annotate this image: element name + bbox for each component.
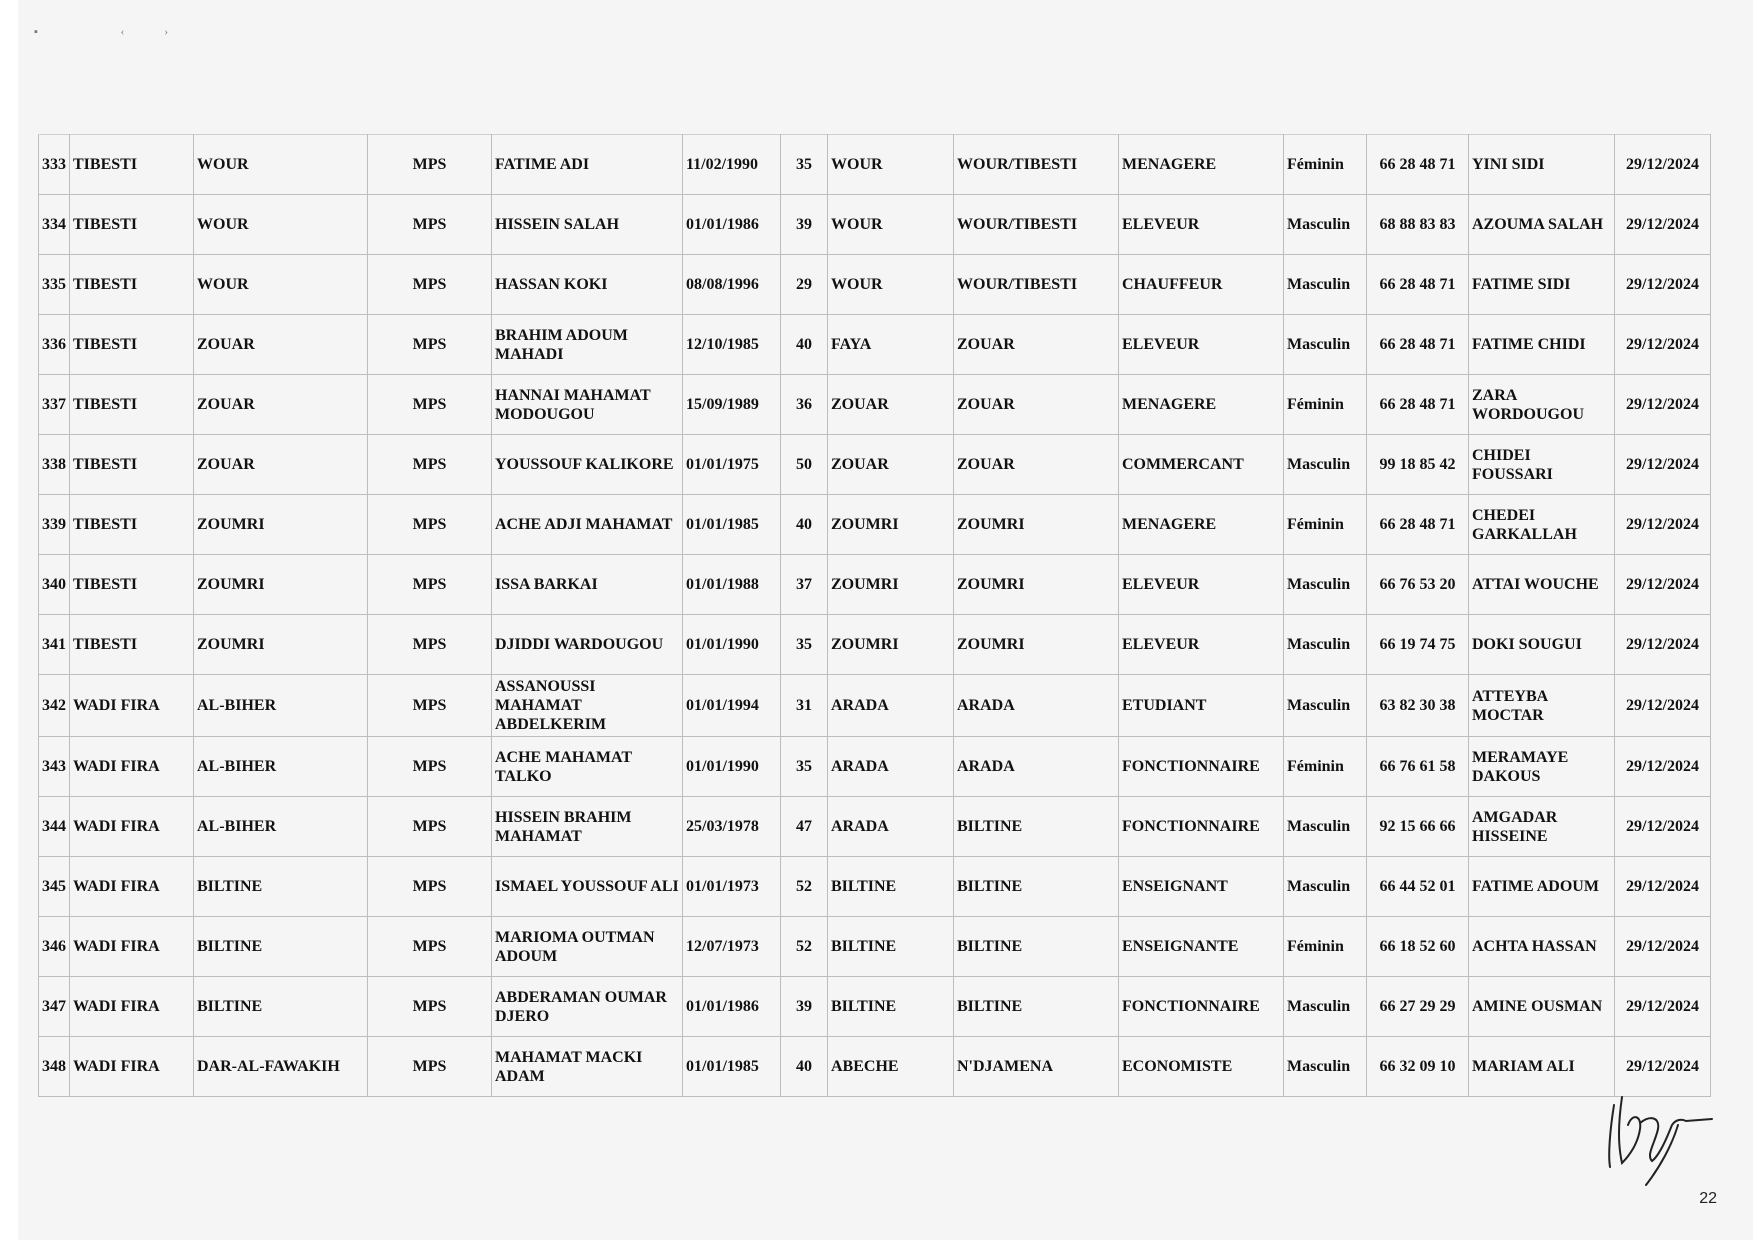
party-cell: MPS: [368, 615, 492, 675]
sex-cell: Féminin: [1284, 375, 1367, 435]
party-cell: MPS: [368, 917, 492, 977]
table-row: [39, 857, 1711, 917]
table-row: [39, 917, 1711, 977]
date-cell: 29/12/2024: [1615, 555, 1711, 615]
residence-cell: BILTINE: [954, 857, 1119, 917]
party-cell: MPS: [368, 315, 492, 375]
birth-date-cell: 01/01/1994: [683, 675, 781, 737]
department-cell: ZOUAR: [194, 375, 368, 435]
name-cell: ISMAEL YOUSSOUF ALI: [492, 857, 683, 917]
contact-cell: YINI SIDI: [1469, 135, 1615, 195]
birth-date-cell: 01/01/1985: [683, 1037, 781, 1097]
province-cell: WADI FIRA: [70, 737, 194, 797]
sex-cell: Féminin: [1284, 917, 1367, 977]
province-cell: TIBESTI: [70, 195, 194, 255]
party-cell: MPS: [368, 737, 492, 797]
department-cell: ZOUMRI: [194, 555, 368, 615]
name-cell: ABDERAMAN OUMAR DJERO: [492, 977, 683, 1037]
party-cell: MPS: [368, 1037, 492, 1097]
age-cell: 35: [781, 737, 828, 797]
birth-date-cell: 08/08/1996: [683, 255, 781, 315]
phone-cell: 68 88 83 83: [1367, 195, 1469, 255]
department-cell: AL-BIHER: [194, 737, 368, 797]
profession-cell: ELEVEUR: [1119, 195, 1284, 255]
phone-cell: 63 82 30 38: [1367, 675, 1469, 737]
member-registry-table: [38, 134, 1711, 1097]
scan-marks: ▪ ‹›: [34, 26, 208, 38]
contact-cell: ACHTA HASSAN: [1469, 917, 1615, 977]
department-cell: BILTINE: [194, 917, 368, 977]
birth-date-cell: 01/01/1990: [683, 737, 781, 797]
birth-date-cell: 01/01/1986: [683, 195, 781, 255]
residence-cell: N'DJAMENA: [954, 1037, 1119, 1097]
row-number: 346: [39, 917, 70, 977]
page-number: 22: [1699, 1190, 1717, 1207]
birth-date-cell: 12/07/1973: [683, 917, 781, 977]
birth-place-cell: ZOUAR: [828, 375, 954, 435]
sex-cell: Masculin: [1284, 195, 1367, 255]
province-cell: TIBESTI: [70, 615, 194, 675]
row-number: 340: [39, 555, 70, 615]
birth-place-cell: WOUR: [828, 135, 954, 195]
name-cell: HASSAN KOKI: [492, 255, 683, 315]
party-cell: MPS: [368, 255, 492, 315]
profession-cell: MENAGERE: [1119, 135, 1284, 195]
date-cell: 29/12/2024: [1615, 737, 1711, 797]
birth-date-cell: 25/03/1978: [683, 797, 781, 857]
contact-cell: MARIAM ALI: [1469, 1037, 1615, 1097]
name-cell: ASSANOUSSI MAHAMAT ABDELKERIM: [492, 675, 683, 737]
table-row: [39, 375, 1711, 435]
name-cell: HANNAI MAHAMAT MODOUGOU: [492, 375, 683, 435]
department-cell: AL-BIHER: [194, 675, 368, 737]
contact-cell: MERAMAYE DAKOUS: [1469, 737, 1615, 797]
date-cell: 29/12/2024: [1615, 435, 1711, 495]
phone-cell: 66 28 48 71: [1367, 315, 1469, 375]
date-cell: 29/12/2024: [1615, 615, 1711, 675]
profession-cell: MENAGERE: [1119, 495, 1284, 555]
residence-cell: WOUR/TIBESTI: [954, 255, 1119, 315]
date-cell: 29/12/2024: [1615, 977, 1711, 1037]
table-row: [39, 797, 1711, 857]
phone-cell: 66 19 74 75: [1367, 615, 1469, 675]
sex-cell: Masculin: [1284, 1037, 1367, 1097]
age-cell: 29: [781, 255, 828, 315]
sex-cell: Masculin: [1284, 857, 1367, 917]
date-cell: 29/12/2024: [1615, 255, 1711, 315]
party-cell: MPS: [368, 135, 492, 195]
row-number: 341: [39, 615, 70, 675]
row-number: 334: [39, 195, 70, 255]
phone-cell: 66 28 48 71: [1367, 375, 1469, 435]
age-cell: 39: [781, 195, 828, 255]
table-row: [39, 555, 1711, 615]
profession-cell: CHAUFFEUR: [1119, 255, 1284, 315]
phone-cell: 66 28 48 71: [1367, 135, 1469, 195]
name-cell: FATIME ADI: [492, 135, 683, 195]
province-cell: WADI FIRA: [70, 797, 194, 857]
province-cell: TIBESTI: [70, 555, 194, 615]
contact-cell: FATIME CHIDI: [1469, 315, 1615, 375]
province-cell: TIBESTI: [70, 375, 194, 435]
profession-cell: ENSEIGNANTE: [1119, 917, 1284, 977]
department-cell: ZOUAR: [194, 315, 368, 375]
profession-cell: ENSEIGNANT: [1119, 857, 1284, 917]
age-cell: 50: [781, 435, 828, 495]
phone-cell: 66 44 52 01: [1367, 857, 1469, 917]
name-cell: BRAHIM ADOUM MAHADI: [492, 315, 683, 375]
phone-cell: 66 32 09 10: [1367, 1037, 1469, 1097]
date-cell: 29/12/2024: [1615, 1037, 1711, 1097]
sex-cell: Masculin: [1284, 315, 1367, 375]
residence-cell: ARADA: [954, 737, 1119, 797]
registry-body: [39, 135, 1711, 1097]
profession-cell: COMMERCANT: [1119, 435, 1284, 495]
row-number: 339: [39, 495, 70, 555]
birth-place-cell: ARADA: [828, 797, 954, 857]
contact-cell: FATIME ADOUM: [1469, 857, 1615, 917]
phone-cell: 66 76 61 58: [1367, 737, 1469, 797]
birth-date-cell: 15/09/1989: [683, 375, 781, 435]
name-cell: HISSEIN SALAH: [492, 195, 683, 255]
contact-cell: ZARA WORDOUGOU: [1469, 375, 1615, 435]
row-number: 342: [39, 675, 70, 737]
name-cell: ACHE MAHAMAT TALKO: [492, 737, 683, 797]
table-row: [39, 615, 1711, 675]
date-cell: 29/12/2024: [1615, 375, 1711, 435]
table-row: [39, 1037, 1711, 1097]
contact-cell: ATTEYBA MOCTAR: [1469, 675, 1615, 737]
table-row: [39, 255, 1711, 315]
row-number: 348: [39, 1037, 70, 1097]
province-cell: WADI FIRA: [70, 857, 194, 917]
party-cell: MPS: [368, 797, 492, 857]
residence-cell: ZOUMRI: [954, 555, 1119, 615]
phone-cell: 66 76 53 20: [1367, 555, 1469, 615]
contact-cell: FATIME SIDI: [1469, 255, 1615, 315]
party-cell: MPS: [368, 555, 492, 615]
contact-cell: AZOUMA SALAH: [1469, 195, 1615, 255]
row-number: 345: [39, 857, 70, 917]
department-cell: AL-BIHER: [194, 797, 368, 857]
residence-cell: WOUR/TIBESTI: [954, 135, 1119, 195]
residence-cell: WOUR/TIBESTI: [954, 195, 1119, 255]
province-cell: WADI FIRA: [70, 1037, 194, 1097]
date-cell: 29/12/2024: [1615, 135, 1711, 195]
age-cell: 52: [781, 857, 828, 917]
birth-place-cell: ZOUAR: [828, 435, 954, 495]
sex-cell: Masculin: [1284, 675, 1367, 737]
row-number: 337: [39, 375, 70, 435]
table-row: [39, 495, 1711, 555]
sex-cell: Masculin: [1284, 435, 1367, 495]
department-cell: WOUR: [194, 255, 368, 315]
name-cell: HISSEIN BRAHIM MAHAMAT: [492, 797, 683, 857]
birth-place-cell: ZOUMRI: [828, 555, 954, 615]
party-cell: MPS: [368, 977, 492, 1037]
sex-cell: Féminin: [1284, 737, 1367, 797]
table-row: [39, 737, 1711, 797]
province-cell: TIBESTI: [70, 255, 194, 315]
sex-cell: Féminin: [1284, 495, 1367, 555]
birth-place-cell: BILTINE: [828, 857, 954, 917]
birth-date-cell: 01/01/1973: [683, 857, 781, 917]
party-cell: MPS: [368, 495, 492, 555]
date-cell: 29/12/2024: [1615, 857, 1711, 917]
profession-cell: FONCTIONNAIRE: [1119, 797, 1284, 857]
profession-cell: ECONOMISTE: [1119, 1037, 1284, 1097]
phone-cell: 92 15 66 66: [1367, 797, 1469, 857]
profession-cell: ELEVEUR: [1119, 315, 1284, 375]
contact-cell: AMINE OUSMAN: [1469, 977, 1615, 1037]
profession-cell: ELEVEUR: [1119, 615, 1284, 675]
party-cell: MPS: [368, 375, 492, 435]
birth-place-cell: ZOUMRI: [828, 495, 954, 555]
province-cell: TIBESTI: [70, 135, 194, 195]
birth-date-cell: 01/01/1985: [683, 495, 781, 555]
birth-date-cell: 12/10/1985: [683, 315, 781, 375]
residence-cell: ZOUAR: [954, 315, 1119, 375]
birth-date-cell: 11/02/1990: [683, 135, 781, 195]
department-cell: ZOUMRI: [194, 495, 368, 555]
row-number: 343: [39, 737, 70, 797]
age-cell: 47: [781, 797, 828, 857]
name-cell: ACHE ADJI MAHAMAT: [492, 495, 683, 555]
sex-cell: Masculin: [1284, 615, 1367, 675]
row-number: 344: [39, 797, 70, 857]
birth-place-cell: ARADA: [828, 675, 954, 737]
contact-cell: ATTAI WOUCHE: [1469, 555, 1615, 615]
row-number: 333: [39, 135, 70, 195]
contact-cell: DOKI SOUGUI: [1469, 615, 1615, 675]
province-cell: TIBESTI: [70, 315, 194, 375]
province-cell: TIBESTI: [70, 435, 194, 495]
age-cell: 37: [781, 555, 828, 615]
birth-place-cell: BILTINE: [828, 917, 954, 977]
phone-cell: 66 28 48 71: [1367, 495, 1469, 555]
date-cell: 29/12/2024: [1615, 797, 1711, 857]
contact-cell: CHEDEI GARKALLAH: [1469, 495, 1615, 555]
date-cell: 29/12/2024: [1615, 195, 1711, 255]
birth-place-cell: FAYA: [828, 315, 954, 375]
department-cell: WOUR: [194, 195, 368, 255]
age-cell: 40: [781, 1037, 828, 1097]
phone-cell: 66 27 29 29: [1367, 977, 1469, 1037]
department-cell: BILTINE: [194, 857, 368, 917]
contact-cell: CHIDEI FOUSSARI: [1469, 435, 1615, 495]
table-row: [39, 135, 1711, 195]
sex-cell: Masculin: [1284, 255, 1367, 315]
phone-cell: 66 18 52 60: [1367, 917, 1469, 977]
phone-cell: 99 18 85 42: [1367, 435, 1469, 495]
age-cell: 35: [781, 135, 828, 195]
province-cell: WADI FIRA: [70, 977, 194, 1037]
age-cell: 52: [781, 917, 828, 977]
birth-place-cell: ABECHE: [828, 1037, 954, 1097]
birth-place-cell: WOUR: [828, 195, 954, 255]
name-cell: MAHAMAT MACKI ADAM: [492, 1037, 683, 1097]
department-cell: WOUR: [194, 135, 368, 195]
row-number: 336: [39, 315, 70, 375]
party-cell: MPS: [368, 675, 492, 737]
row-number: 335: [39, 255, 70, 315]
department-cell: ZOUAR: [194, 435, 368, 495]
birth-date-cell: 01/01/1975: [683, 435, 781, 495]
province-cell: WADI FIRA: [70, 917, 194, 977]
profession-cell: MENAGERE: [1119, 375, 1284, 435]
date-cell: 29/12/2024: [1615, 495, 1711, 555]
name-cell: MARIOMA OUTMAN ADOUM: [492, 917, 683, 977]
row-number: 347: [39, 977, 70, 1037]
birth-date-cell: 01/01/1990: [683, 615, 781, 675]
birth-place-cell: ZOUMRI: [828, 615, 954, 675]
table-row: [39, 435, 1711, 495]
residence-cell: ZOUAR: [954, 375, 1119, 435]
signature: [1600, 1085, 1720, 1195]
profession-cell: FONCTIONNAIRE: [1119, 737, 1284, 797]
birth-place-cell: BILTINE: [828, 977, 954, 1037]
date-cell: 29/12/2024: [1615, 917, 1711, 977]
birth-date-cell: 01/01/1988: [683, 555, 781, 615]
residence-cell: ZOUMRI: [954, 615, 1119, 675]
profession-cell: ELEVEUR: [1119, 555, 1284, 615]
party-cell: MPS: [368, 857, 492, 917]
table-row: [39, 315, 1711, 375]
name-cell: YOUSSOUF KALIKORE: [492, 435, 683, 495]
profession-cell: FONCTIONNAIRE: [1119, 977, 1284, 1037]
table-row: [39, 675, 1711, 737]
residence-cell: BILTINE: [954, 797, 1119, 857]
sex-cell: Masculin: [1284, 555, 1367, 615]
profession-cell: ETUDIANT: [1119, 675, 1284, 737]
residence-cell: BILTINE: [954, 977, 1119, 1037]
date-cell: 29/12/2024: [1615, 675, 1711, 737]
department-cell: DAR-AL-FAWAKIH: [194, 1037, 368, 1097]
age-cell: 40: [781, 315, 828, 375]
age-cell: 40: [781, 495, 828, 555]
department-cell: BILTINE: [194, 977, 368, 1037]
table-row: [39, 977, 1711, 1037]
birth-date-cell: 01/01/1986: [683, 977, 781, 1037]
age-cell: 39: [781, 977, 828, 1037]
name-cell: DJIDDI WARDOUGOU: [492, 615, 683, 675]
residence-cell: ZOUMRI: [954, 495, 1119, 555]
party-cell: MPS: [368, 435, 492, 495]
sex-cell: Masculin: [1284, 797, 1367, 857]
province-cell: TIBESTI: [70, 495, 194, 555]
sex-cell: Masculin: [1284, 977, 1367, 1037]
birth-place-cell: WOUR: [828, 255, 954, 315]
name-cell: ISSA BARKAI: [492, 555, 683, 615]
residence-cell: ARADA: [954, 675, 1119, 737]
residence-cell: ZOUAR: [954, 435, 1119, 495]
age-cell: 35: [781, 615, 828, 675]
birth-place-cell: ARADA: [828, 737, 954, 797]
department-cell: ZOUMRI: [194, 615, 368, 675]
table-row: [39, 195, 1711, 255]
residence-cell: BILTINE: [954, 917, 1119, 977]
phone-cell: 66 28 48 71: [1367, 255, 1469, 315]
row-number: 338: [39, 435, 70, 495]
sex-cell: Féminin: [1284, 135, 1367, 195]
age-cell: 31: [781, 675, 828, 737]
party-cell: MPS: [368, 195, 492, 255]
province-cell: WADI FIRA: [70, 675, 194, 737]
date-cell: 29/12/2024: [1615, 315, 1711, 375]
age-cell: 36: [781, 375, 828, 435]
contact-cell: AMGADAR HISSEINE: [1469, 797, 1615, 857]
